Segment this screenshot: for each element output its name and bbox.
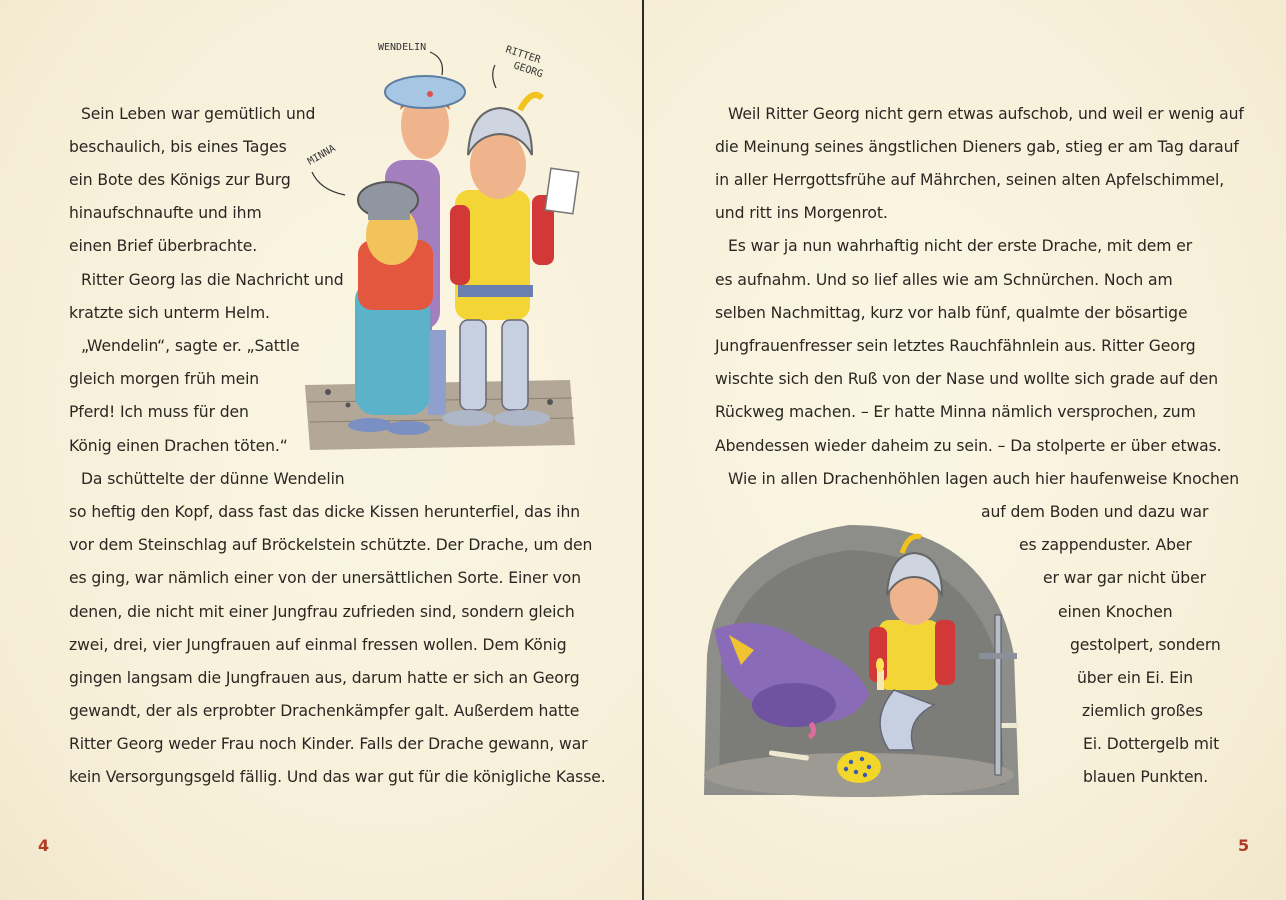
text-line: ein Bote des Königs zur Burg bbox=[69, 171, 291, 189]
text-line: in aller Herrgottsfrühe auf Mährchen, seinen alten Apfelschimmel, bbox=[715, 171, 1225, 189]
label-wendelin: WENDELIN bbox=[378, 42, 427, 53]
text-line: Ei. Dottergelb mit bbox=[1083, 735, 1220, 753]
text-line: gestolpert, sondern bbox=[1070, 636, 1221, 654]
text-line: beschaulich, bis eines Tages bbox=[69, 138, 287, 156]
text-line: kein Versorgungsgeld fällig. Und das war gut für die königliche Kasse. bbox=[69, 768, 606, 786]
text-line: Rückweg machen. – Er hatte Minna nämlich versprochen, zum bbox=[715, 403, 1196, 421]
page-number-left: 4 bbox=[38, 836, 50, 855]
text-line: König einen Drachen töten.“ bbox=[69, 437, 288, 455]
text-line: Abendessen wieder daheim zu sein. – Da stolperte er über etwas. bbox=[715, 437, 1222, 455]
text-line: Weil Ritter Georg nicht gern etwas aufschob, und weil er wenig auf bbox=[728, 105, 1244, 123]
right-page bbox=[644, 0, 1286, 900]
text-line: denen, die nicht mit einer Jungfrau zufrieden sind, sondern gleich bbox=[69, 603, 575, 621]
text-line: Jungfrauenfresser sein letztes Rauchfähnlein aus. Ritter Georg bbox=[715, 337, 1196, 355]
text-line: die Meinung seines ängstlichen Dieners gab, stieg er am Tag darauf bbox=[715, 138, 1239, 156]
text-line: zwei, drei, vier Jungfrauen auf einmal fressen wollen. Dem König bbox=[69, 636, 567, 654]
text-line: einen Knochen bbox=[1058, 603, 1173, 621]
page-number-right: 5 bbox=[1238, 836, 1250, 855]
text-line: so heftig den Kopf, dass fast das dicke Kissen herunterfiel, das ihn bbox=[69, 503, 581, 521]
text-line: über ein Ei. Ein bbox=[1077, 669, 1194, 687]
text-line: „Wendelin“, sagte er. „Sattle bbox=[81, 337, 300, 355]
text-line: wischte sich den Ruß von der Nase und wollte sich grade auf den bbox=[715, 370, 1219, 388]
text-line: Pferd! Ich muss für den bbox=[69, 403, 249, 421]
text-line: Ritter Georg weder Frau noch Kinder. Falls der Drache gewann, war bbox=[69, 735, 588, 753]
text-line: gleich morgen früh mein bbox=[69, 370, 260, 388]
text-line: und ritt ins Morgenrot. bbox=[715, 204, 888, 222]
text-line: Da schüttelte der dünne Wendelin bbox=[81, 470, 345, 488]
illustration-dragon-cave bbox=[699, 505, 1024, 800]
text-line: es zappenduster. Aber bbox=[1019, 536, 1192, 554]
text-line: gingen langsam die Jungfrauen aus, darum hatte er sich an Georg bbox=[69, 669, 580, 687]
text-line: es aufnahm. Und so lief alles wie am Schnürchen. Noch am bbox=[715, 271, 1173, 289]
text-line: gewandt, der als erprobter Drachenkämpfer galt. Außerdem hatte bbox=[69, 702, 580, 720]
label-georg: GEORG bbox=[512, 60, 545, 81]
text-line: Es war ja nun wahrhaftig nicht der erste Drache, mit dem er bbox=[728, 237, 1193, 255]
text-line: Wie in allen Drachenhöhlen lagen auch hier haufenweise Knochen bbox=[728, 470, 1240, 488]
text-line: selben Nachmittag, kurz vor halb fünf, qualmte der bösartige bbox=[715, 304, 1188, 322]
text-line: Ritter Georg las die Nachricht und bbox=[81, 271, 344, 289]
label-minna: MINNA bbox=[306, 143, 338, 168]
text-line: blauen Punkten. bbox=[1083, 768, 1209, 786]
text-line: es ging, war nämlich einer von der unersättlichen Sorte. Einer von bbox=[69, 569, 582, 587]
text-line: einen Brief überbrachte. bbox=[69, 237, 258, 255]
illustration-characters bbox=[300, 30, 580, 455]
label-ritter: RITTER bbox=[504, 44, 542, 67]
text-line: Sein Leben war gemütlich und bbox=[81, 105, 316, 123]
text-line: vor dem Steinschlag auf Bröckelstein schützte. Der Drache, um den bbox=[69, 536, 593, 554]
left-page bbox=[0, 0, 642, 900]
text-line: ziemlich großes bbox=[1082, 702, 1203, 720]
text-line: kratzte sich unterm Helm. bbox=[69, 304, 270, 322]
text-line: hinaufschnaufte und ihm bbox=[69, 204, 262, 222]
text-line: er war gar nicht über bbox=[1043, 569, 1206, 587]
text-line: auf dem Boden und dazu war bbox=[981, 503, 1209, 521]
